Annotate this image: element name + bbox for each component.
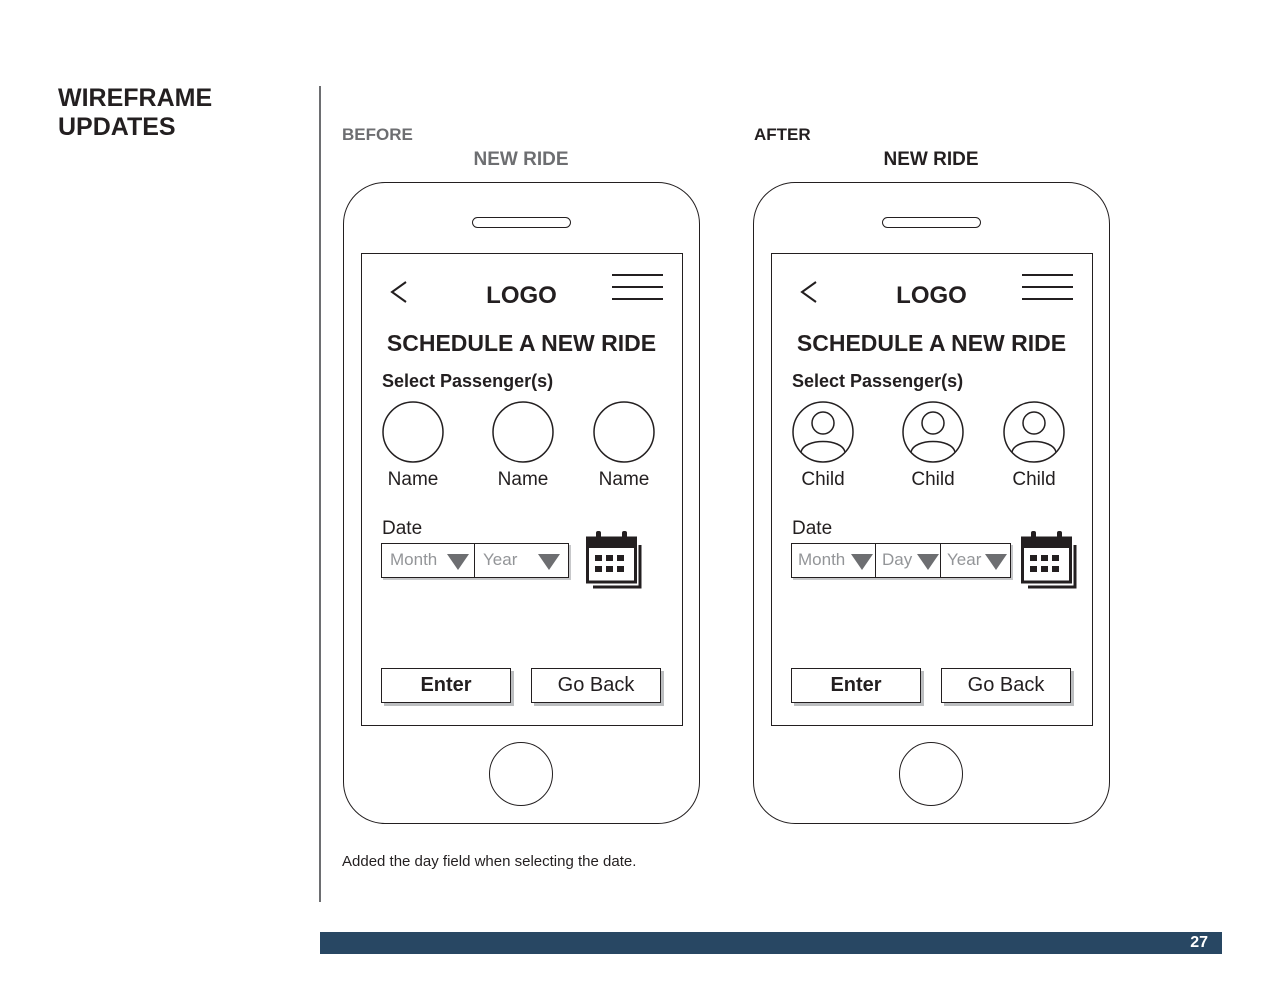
page-title xyxy=(58,84,212,142)
day-dropdown-label: Day xyxy=(882,550,913,569)
before-phone-screen xyxy=(361,253,683,726)
date-label: Date xyxy=(382,518,423,539)
date-dropdown-group xyxy=(791,543,1011,578)
after-screen-title: NEW RIDE xyxy=(883,149,979,170)
dropdown-arrow-icon xyxy=(538,554,560,570)
passenger-avatar[interactable] xyxy=(382,401,444,463)
select-passengers-label: Select Passenger(s) xyxy=(382,371,554,391)
passenger-name: Name xyxy=(497,469,549,490)
after-phone-screen xyxy=(771,253,1093,726)
dropdown-arrow-icon xyxy=(851,554,873,570)
phone-home-button xyxy=(489,742,553,806)
page-title-line2: UPDATES xyxy=(58,113,176,141)
change-caption: Added the day field when selecting the date. xyxy=(342,853,637,870)
passenger-name: Child xyxy=(1012,469,1056,490)
month-dropdown-label: Month xyxy=(390,550,438,569)
month-dropdown-label: Month xyxy=(798,550,846,569)
passenger-avatar[interactable] xyxy=(593,401,655,463)
enter-button[interactable]: Enter xyxy=(381,668,511,703)
after-label: AFTER xyxy=(754,125,811,144)
phone-speaker xyxy=(882,217,981,228)
year-dropdown-label: Year xyxy=(483,550,518,569)
before-label: BEFORE xyxy=(342,125,413,144)
calendar-icon[interactable] xyxy=(1021,530,1079,590)
date-dropdown-group xyxy=(381,543,569,578)
date-label: Date xyxy=(792,518,833,539)
dropdown-arrow-icon xyxy=(447,554,469,570)
page-title-line1: WIREFRAME xyxy=(58,84,213,112)
calendar-icon[interactable] xyxy=(586,530,644,590)
phone-speaker xyxy=(472,217,571,228)
select-passengers-label: Select Passenger(s) xyxy=(792,371,964,391)
schedule-heading: SCHEDULE A NEW RIDE xyxy=(386,330,657,356)
logo: LOGO xyxy=(486,282,557,309)
year-dropdown-label: Year xyxy=(947,550,982,569)
user-avatar-icon[interactable] xyxy=(1003,401,1065,463)
year-dropdown[interactable] xyxy=(475,544,568,577)
passenger-name: Child xyxy=(911,469,955,490)
go-back-button[interactable]: Go Back xyxy=(941,668,1071,703)
before-phone-mockup xyxy=(343,182,700,824)
passenger-name: Name xyxy=(598,469,650,490)
after-phone-mockup xyxy=(753,182,1110,824)
vertical-divider xyxy=(319,86,321,902)
passenger-name: Name xyxy=(387,469,439,490)
dropdown-arrow-icon xyxy=(917,554,939,570)
day-dropdown[interactable] xyxy=(876,544,941,577)
passenger-avatar[interactable] xyxy=(492,401,554,463)
before-screen-title: NEW RIDE xyxy=(473,149,569,170)
user-avatar-icon[interactable] xyxy=(792,401,854,463)
schedule-heading: SCHEDULE A NEW RIDE xyxy=(796,330,1067,356)
month-dropdown[interactable] xyxy=(382,544,475,577)
hamburger-menu-icon[interactable] xyxy=(1022,272,1074,302)
user-avatar-icon[interactable] xyxy=(902,401,964,463)
month-dropdown[interactable] xyxy=(792,544,876,577)
phone-home-button xyxy=(899,742,963,806)
enter-button[interactable]: Enter xyxy=(791,668,921,703)
year-dropdown[interactable] xyxy=(941,544,1010,577)
logo: LOGO xyxy=(896,282,967,309)
passenger-name: Child xyxy=(801,469,845,490)
dropdown-arrow-icon xyxy=(985,554,1007,570)
footer-bar xyxy=(320,932,1222,954)
hamburger-menu-icon[interactable] xyxy=(612,272,664,302)
go-back-button[interactable]: Go Back xyxy=(531,668,661,703)
page-number: 27 xyxy=(1190,934,1208,951)
